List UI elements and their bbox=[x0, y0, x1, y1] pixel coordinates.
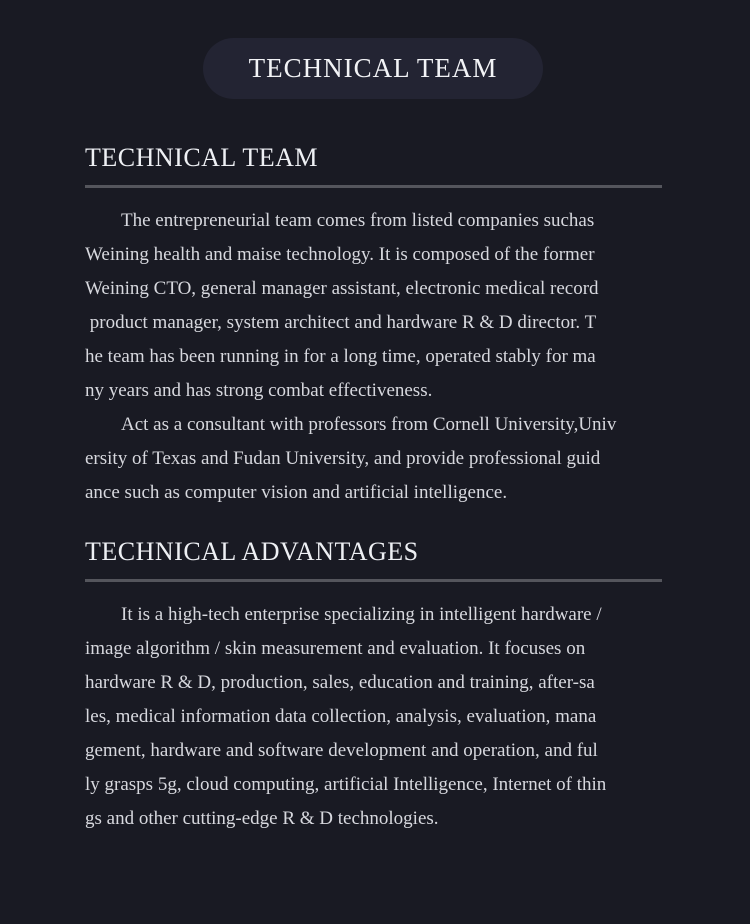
text-line: ly grasps 5g, cloud computing, artificial Intelligence, Internet of thin bbox=[85, 774, 607, 795]
text-line: Act as a consultant with professors from Cornell University,Univ bbox=[121, 414, 617, 435]
section-divider bbox=[85, 579, 662, 582]
text-line: ny years and has strong combat effectiveness. bbox=[85, 380, 433, 401]
text-line: gs and other cutting-edge R & D technologies. bbox=[85, 808, 439, 829]
text-line: It is a high-tech enterprise specializing in intelligent hardware / bbox=[121, 604, 602, 625]
section-divider bbox=[85, 185, 662, 188]
text-line: he team has been running in for a long time, operated stably for ma bbox=[85, 346, 596, 367]
section-heading-technical-team: TECHNICAL TEAM bbox=[85, 143, 319, 172]
text-line: Weining health and maise technology. It is composed of the former bbox=[85, 244, 595, 265]
text-line: les, medical information data collection, analysis, evaluation, mana bbox=[85, 706, 597, 727]
section-technical-advantages bbox=[85, 537, 662, 836]
text-line: hardware R & D, production, sales, education and training, after-sa bbox=[85, 672, 595, 693]
content-column bbox=[85, 143, 662, 836]
text-line: image algorithm / skin measurement and evaluation. It focuses on bbox=[85, 638, 586, 659]
page bbox=[0, 38, 750, 836]
text-line: The entrepreneurial team comes from listed companies suchas bbox=[121, 210, 595, 231]
section-technical-team bbox=[85, 143, 662, 510]
paragraph-consultants bbox=[85, 408, 662, 510]
text-line: ersity of Texas and Fudan University, and provide professional guid bbox=[85, 448, 601, 469]
paragraph-team-intro bbox=[85, 204, 662, 408]
paragraph-advantages bbox=[85, 598, 662, 836]
text-line: product manager, system architect and hardware R & D director. T bbox=[85, 312, 597, 333]
text-line: Weining CTO, general manager assistant, electronic medical record bbox=[85, 278, 599, 299]
text-line: ance such as computer vision and artificial intelligence. bbox=[85, 482, 508, 503]
section-heading-technical-advantages: TECHNICAL ADVANTAGES bbox=[85, 537, 419, 566]
page-title: TECHNICAL TEAM bbox=[248, 53, 498, 83]
page-title-banner bbox=[203, 38, 543, 99]
text-line: gement, hardware and software development and operation, and ful bbox=[85, 740, 598, 761]
